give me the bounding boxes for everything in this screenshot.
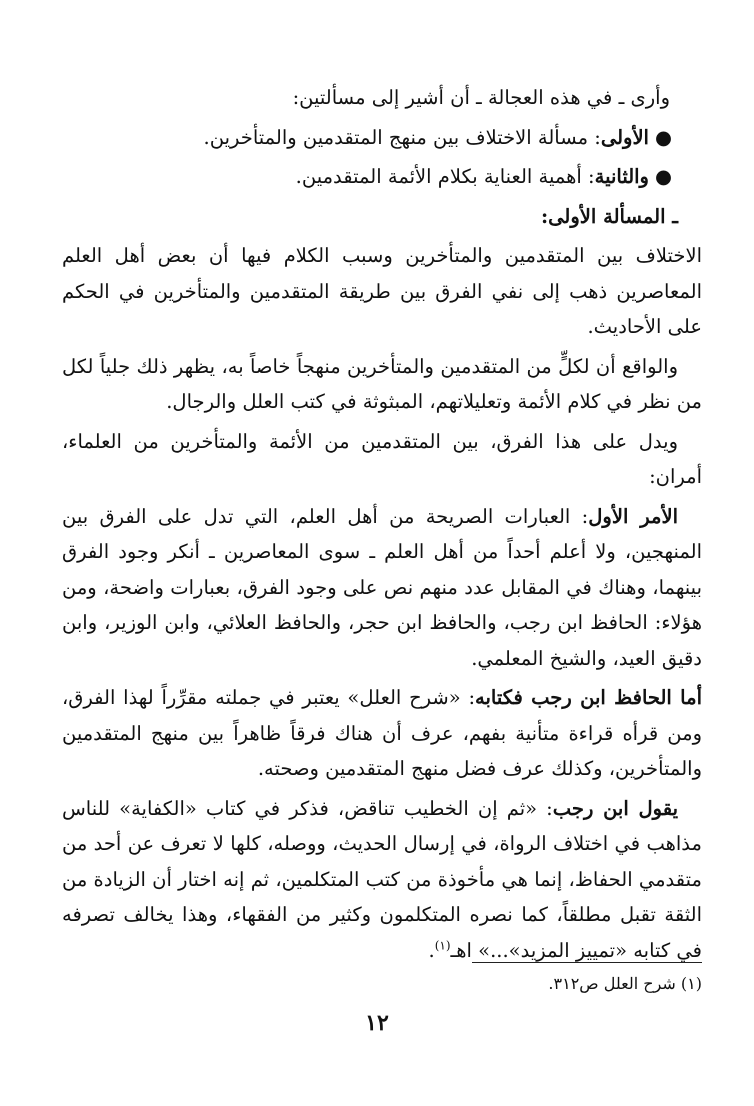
footnote-reference[interactable]: (١) xyxy=(434,938,451,952)
intro-line: وأرى ـ في هذه العجالة ـ أن أشير إلى مسألتين: xyxy=(292,86,670,109)
page-number: ١٢ xyxy=(365,1010,389,1036)
first-matter-paragraph xyxy=(62,499,702,677)
footnote-divider xyxy=(472,962,702,963)
ibn-rajab-quote-label: يقول ابن رجب xyxy=(552,796,678,820)
bullet-dot-icon: ● xyxy=(654,125,672,149)
footnote-text: شرح العلل ص٣١٢. xyxy=(548,974,676,993)
ibn-rajab-quote-text: : «ثم إن الخطيب تناقض، فذكر في كتاب «الكفاية» للناس مذاهب في اختلاف الرواة، في إرسال الحديث، ووصله، كلها لا تعرف عن أحد من متقدمي الحفاظ، إنما هي مأخوذة من كتب المتكلمين، ثم إنه اختار أن الزيادة من الثقة تقبل مطلقاً، كما نصره المتكلمون وكثير من الفقهاء، وهذا يخالف تصرفه في كتابه «تمييز المزيد»...» اهـ xyxy=(62,796,702,962)
quote-end: . xyxy=(428,938,435,962)
ibn-rajab-book-paragraph xyxy=(62,680,702,787)
paragraph-2: والواقع أن لكلٍّ من المتقدمين والمتأخرين منهجاً خاصاً به، يظهر ذلك جلياً لكل من نظر في كلام الأئمة وتعليلاتهم، المبثوثة في كتب العلل والرجال. xyxy=(62,354,702,413)
bullet-dot-icon: ● xyxy=(654,165,672,188)
bullet-first xyxy=(62,120,702,156)
bullet-second-label: والثانية xyxy=(594,165,649,188)
bullet-first-label: الأولى xyxy=(600,125,649,149)
section-heading: ـ المسألة الأولى: xyxy=(540,204,678,228)
ibn-rajab-book-label: أما الحافظ ابن رجب فكتابه xyxy=(475,686,702,709)
bullet-second-text: : أهمية العناية بكلام الأئمة المتقدمين. xyxy=(295,165,595,188)
bullet-second xyxy=(62,159,702,195)
main-text xyxy=(62,80,702,972)
ibn-rajab-quote-paragraph xyxy=(62,791,702,969)
first-matter-label: الأمر الأول xyxy=(588,504,679,528)
paragraph-1: الاختلاف بين المتقدمين والمتأخرين وسبب الكلام فيها أن بعض أهل العلم المعاصرين ذهب إلى نفي الفرق بين طريقة المتقدمين والمتأخرين في الحكم على الأحاديث. xyxy=(62,244,702,338)
first-matter-text: : العبارات الصريحة من أهل العلم، التي تدل على الفرق بين المنهجين، ولا أعلم أحداً من أهل العلم ـ سوى المعاصرين ـ أنكر وجود الفرق بينهما، وهناك في المقابل عدد منهم نص على وجود الفرق، بعبارات واضحة، ومن هؤلاء: الحافظ ابن رجب، والحافظ ابن حجر، والحافظ العلائي، وابن الوزير، وابن دقيق العيد، والشيخ المعلمي. xyxy=(62,504,702,670)
footnote-marker: (١) xyxy=(680,974,702,993)
bullet-first-text: : مسألة الاختلاف بين منهج المتقدمين والمتأخرين. xyxy=(203,125,601,149)
ibn-rajab-book-text: : «شرح العلل» يعتبر في جملته مقرِّراً لهذا الفرق، ومن قرأه قراءة متأنية بفهم، عرف أن هناك فرقاً ظاهراً بين منهج المتقدمين والمتأخرين، وكذلك عرف فضل منهج المتقدمين وصحته. xyxy=(62,686,702,780)
paragraph-3: ويدل على هذا الفرق، بين المتقدمين من الأئمة والمتأخرين من العلماء، أمران: xyxy=(62,429,702,488)
footnote xyxy=(302,972,702,996)
